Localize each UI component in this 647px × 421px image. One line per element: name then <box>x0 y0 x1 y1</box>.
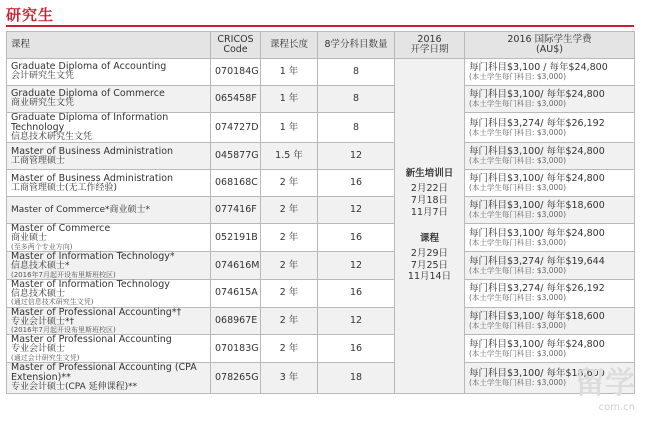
unit-count: 16 <box>318 335 395 363</box>
table-row <box>7 197 635 224</box>
course-name-cell <box>7 197 211 224</box>
unit-count: 8 <box>318 86 395 113</box>
course-name-zh: 商业硕士 <box>11 233 48 244</box>
course-name-cell <box>7 307 211 335</box>
table-row <box>7 224 635 252</box>
fee-domestic-note: (本土学生每门科目: $3,000) <box>469 156 567 166</box>
course-name-zh: 信息技术研究生文凭 <box>11 131 93 142</box>
course-length: 2 年 <box>261 252 318 280</box>
orientation-label: 新生培训日 <box>405 168 454 180</box>
course-name-cell <box>7 363 211 393</box>
fee-amount: 每门科目$3,100/ 每年$18,600 <box>469 200 605 212</box>
table-row <box>7 86 635 113</box>
header-date-line2: 开学日期 <box>410 44 449 55</box>
course-name-en: Master of Professional Accounting (CPA Extension)** <box>11 362 197 384</box>
course-name-cell <box>7 170 211 197</box>
cricos-code: 074727D <box>211 113 261 143</box>
fee-cell <box>465 59 635 86</box>
course-name-zh: 工商管理硕士(无工作经验) <box>11 182 118 193</box>
watermark-sub: com.cn <box>598 402 635 413</box>
fee-cell <box>465 86 635 113</box>
course-name-en: Graduate Diploma of Information Technology <box>11 112 169 133</box>
classes-label: 课程 <box>419 232 439 244</box>
course-name-en: Graduate Diploma of Commerce <box>11 88 165 100</box>
course-name-cell <box>7 224 211 252</box>
course-name-zh: 信息技术硕士* <box>11 261 70 272</box>
fee-amount: 每门科目$3,100 / 每年$24,800 <box>469 62 608 74</box>
fee-amount: 每门科目$3,274/ 每年$26,192 <box>469 117 605 129</box>
header-start-date <box>395 32 465 59</box>
unit-count: 16 <box>318 170 395 197</box>
cricos-code: 077416F <box>211 197 261 224</box>
fee-cell <box>465 113 635 143</box>
fee-domestic-note: (本土学生每门科目: $3,000) <box>469 72 567 82</box>
course-note: (2016年7月起开设布里斯班校区) <box>11 270 116 279</box>
table-row <box>7 335 635 363</box>
table-row <box>7 113 635 143</box>
course-name-zh: 专业会计硕士(CPA 延伸课程)** <box>11 382 138 393</box>
unit-count: 12 <box>318 252 395 280</box>
fee-domestic-note: (本土学生每门科目: $3,000) <box>469 183 567 193</box>
cricos-code: 074615A <box>211 279 261 307</box>
course-length: 1 年 <box>261 59 318 86</box>
cricos-code: 070184G <box>211 59 261 86</box>
fee-amount: 每门科目$3,274/ 每年$19,644 <box>469 255 605 267</box>
course-name-cell <box>7 113 211 143</box>
unit-count: 16 <box>318 279 395 307</box>
header-length: 课程长度 <box>261 32 318 59</box>
cricos-code: 070183G <box>211 335 261 363</box>
fee-cell <box>465 307 635 335</box>
orientation-block <box>399 168 460 219</box>
header-code-line1: CRICOS <box>217 34 254 46</box>
fee-amount: 每门科目$3,100/ 每年$24,800 <box>469 338 605 350</box>
course-note: (通过会计研究生文凭) <box>11 353 80 362</box>
classes-block <box>399 233 460 284</box>
course-name-cell <box>7 143 211 170</box>
course-name-en: Master of Business Administration <box>11 145 174 157</box>
course-name-cell <box>7 86 211 113</box>
table-row <box>7 59 635 86</box>
course-length: 2 年 <box>261 224 318 252</box>
header-date-line1: 2016 <box>417 34 442 46</box>
fee-amount: 每门科目$3,274/ 每年$26,192 <box>469 283 605 295</box>
cricos-code: 052191B <box>211 224 261 252</box>
watermark-logo <box>575 358 635 413</box>
course-length: 1 年 <box>261 86 318 113</box>
course-name-cell <box>7 59 211 86</box>
header-course: 课程 <box>7 32 211 59</box>
unit-count: 8 <box>318 113 395 143</box>
fee-cell <box>465 197 635 224</box>
watermark-text: 留学 <box>575 366 635 401</box>
fee-amount: 每门科目$3,100/ 每年$18,600 <box>469 367 605 379</box>
fee-cell <box>465 252 635 280</box>
course-length: 2 年 <box>261 307 318 335</box>
course-length: 3 年 <box>261 363 318 393</box>
course-length: 2 年 <box>261 335 318 363</box>
table-row <box>7 143 635 170</box>
classes-date: 2月29日 <box>410 247 449 259</box>
unit-count: 18 <box>318 363 395 393</box>
course-name-en: Graduate Diploma of Accounting <box>11 61 167 73</box>
course-note: (2016年7月起开设布里斯班校区) <box>11 326 116 335</box>
course-name-cell <box>7 252 211 280</box>
course-name-en: Master of Professional Accounting*† <box>11 306 182 318</box>
course-name-en: Master of Professional Accounting <box>11 334 172 346</box>
course-name-zh: 会计研究生文凭 <box>11 71 75 82</box>
start-dates-cell <box>395 59 465 394</box>
fee-domestic-note: (本土学生每门科目: $3,000) <box>469 210 567 220</box>
header-code <box>211 32 261 59</box>
unit-count: 12 <box>318 307 395 335</box>
course-length: 2 年 <box>261 279 318 307</box>
course-table <box>6 31 635 394</box>
course-name-zh: 信息技术硕士 <box>11 288 66 299</box>
cricos-code: 068168C <box>211 170 261 197</box>
fee-domestic-note: (本土学生每门科目: $3,000) <box>469 99 567 109</box>
unit-count: 16 <box>318 224 395 252</box>
unit-count: 12 <box>318 197 395 224</box>
classes-date: 11月14日 <box>407 271 452 283</box>
fee-cell <box>465 224 635 252</box>
title-divider <box>6 25 634 27</box>
course-name-en: Master of Information Technology* <box>11 251 175 263</box>
fee-domestic-note: (本土学生每门科目: $3,000) <box>469 237 567 247</box>
fee-amount: 每门科目$3,100/ 每年$24,800 <box>469 146 605 158</box>
course-name-cell <box>7 335 211 363</box>
cricos-code: 074616M <box>211 252 261 280</box>
table-row <box>7 279 635 307</box>
course-name-en: Master of Commerce <box>11 223 111 235</box>
course-name-zh: 专业会计硕士*† <box>11 316 75 327</box>
fee-amount: 每门科目$3,100/ 每年$24,800 <box>469 173 605 185</box>
header-code-line2: Code <box>223 44 248 55</box>
fee-domestic-note: (本土学生每门科目: $3,000) <box>469 348 567 358</box>
course-name-zh: 工商管理硕士 <box>11 155 66 166</box>
course-note: (通过信息技术研究生文凭) <box>11 298 94 307</box>
fee-cell <box>465 279 635 307</box>
fee-amount: 每门科目$3,100/ 每年$18,600 <box>469 311 605 323</box>
fee-cell <box>465 143 635 170</box>
course-name-zh: 专业会计硕士 <box>11 344 66 355</box>
course-name-en: Master of Information Technology <box>11 278 170 290</box>
page-title: 研究生 <box>6 6 55 24</box>
fee-domestic-note: (本土学生每门科目: $3,000) <box>469 321 567 331</box>
course-name-zh: 商业研究生文凭 <box>11 98 75 109</box>
orientation-date: 11月7日 <box>410 206 449 218</box>
table-row <box>7 170 635 197</box>
cricos-code: 078265G <box>211 363 261 393</box>
orientation-date: 7月18日 <box>410 195 449 206</box>
course-name-cell <box>7 279 211 307</box>
orientation-date: 2月22日 <box>410 183 449 195</box>
cricos-code: 065458F <box>211 86 261 113</box>
fee-domestic-note: (本土学生每门科目: $3,000) <box>469 127 567 137</box>
header-fee-line1: 2016 国际学生学费 <box>507 34 592 46</box>
course-length: 2 年 <box>261 197 318 224</box>
classes-date: 7月25日 <box>410 259 449 271</box>
course-note: (至多两个专业方向) <box>11 242 73 251</box>
fee-domestic-note: (本土学生每门科目: $3,000) <box>469 265 567 275</box>
table-row <box>7 307 635 335</box>
table-row <box>7 363 635 393</box>
fee-domestic-note: (本土学生每门科目: $3,000) <box>469 377 567 387</box>
course-length: 2 年 <box>261 170 318 197</box>
header-fee-line2: (AU$) <box>536 44 563 55</box>
unit-count: 12 <box>318 143 395 170</box>
table-row <box>7 252 635 280</box>
cricos-code: 068967E <box>211 307 261 335</box>
table-header-row <box>7 32 635 59</box>
course-name-zh: Master of Commerce*商业硕士* <box>11 204 150 215</box>
fee-amount: 每门科目$3,100/ 每年$24,800 <box>469 227 605 239</box>
course-name-en: Master of Business Administration <box>11 172 174 184</box>
fee-cell <box>465 170 635 197</box>
header-fee <box>465 32 635 59</box>
course-length: 1.5 年 <box>261 143 318 170</box>
unit-count: 8 <box>318 59 395 86</box>
cricos-code: 045877G <box>211 143 261 170</box>
header-units: 8学分科目数量 <box>318 32 395 59</box>
fee-amount: 每门科目$3,100/ 每年$24,800 <box>469 89 605 101</box>
course-length: 1 年 <box>261 113 318 143</box>
fee-domestic-note: (本土学生每门科目: $3,000) <box>469 293 567 303</box>
